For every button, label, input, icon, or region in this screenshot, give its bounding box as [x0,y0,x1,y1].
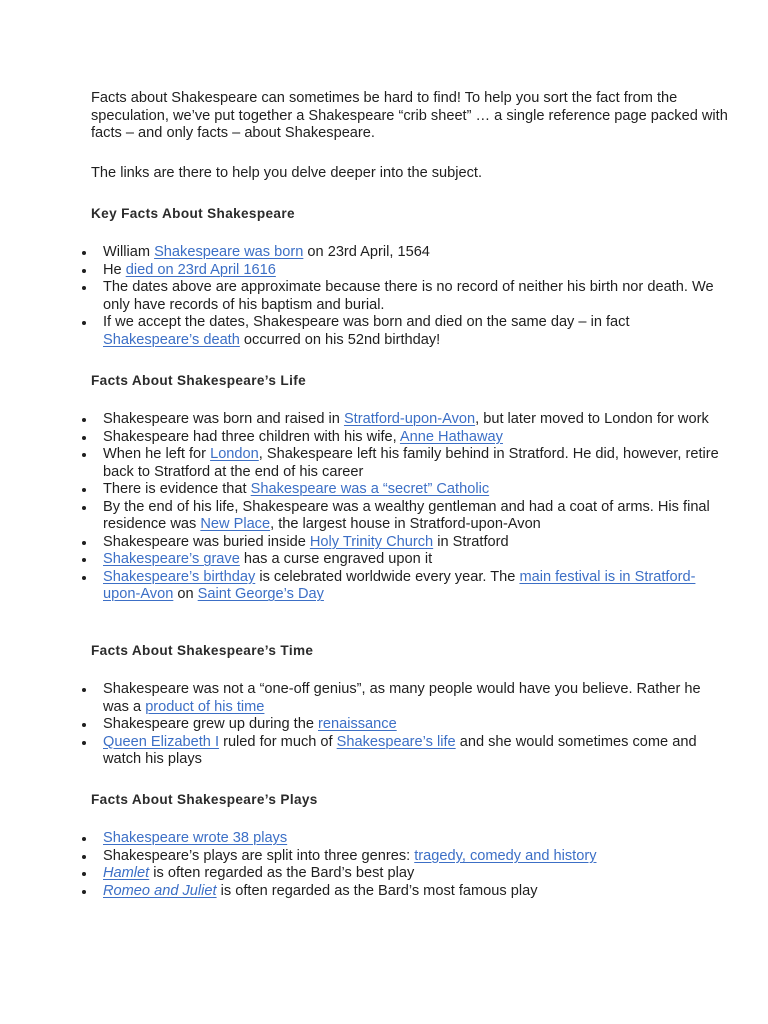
list-item: There is evidence that Shakespeare was a “secret” Catholic [103,481,728,499]
heading-life: Facts About Shakespeare’s Life [91,373,306,388]
list-item: Hamlet is often regarded as the Bard’s best play [103,865,728,883]
link-genres[interactable]: tragedy, comedy and history [414,847,597,864]
link-romeo-and-juliet[interactable]: Romeo and Juliet [103,882,217,899]
link-product-of-his-time[interactable]: product of his time [145,698,265,715]
heading-time: Facts About Shakespeare’s Time [91,643,314,658]
list-item: Shakespeare’s grave has a curse engraved upon it [103,551,728,569]
life-facts-list [103,411,728,604]
link-shakespeare-was-born[interactable]: Shakespeare was born [154,244,304,260]
link-stratford-upon-avon[interactable]: Stratford-upon-Avon [343,411,476,427]
link-secret-catholic[interactable]: Shakespeare was a “secret” Catholic [250,481,490,497]
time-facts-list [103,681,728,769]
heading-key-facts: Key Facts About Shakespeare [91,206,295,221]
link-shakespeares-life[interactable]: Shakespeare’s life [336,733,456,750]
list-item: Shakespeare was born and raised in Stratford-upon-Avon, but later moved to London for work [103,411,728,429]
link-38-plays[interactable]: Shakespeare wrote 38 plays [103,830,288,846]
link-new-place[interactable]: New Place [200,516,271,532]
intro-paragraph: Facts about Shakespeare can sometimes be hard to find! To help you sort the fact from the speculation, we’ve put together a Shakespeare “crib sheet” … a single reference page packed with facts – and only facts – about Shakespeare. [91,90,728,141]
intro-links-note: The links are there to help you delve deeper into the subject. [91,165,483,181]
link-died-1616[interactable]: died on 23rd April 1616 [125,261,276,278]
list-item: Shakespeare was buried inside Holy Trinity Church in Stratford [103,534,728,552]
link-main-festival[interactable]: main festival is in Stratford-upon-Avon [103,568,696,602]
link-hamlet[interactable]: Hamlet [103,865,150,881]
list-item: By the end of his life, Shakespeare was a wealthy gentleman and had a coat of arms. His final residence was New Place, the largest house in Stratford-upon-Avon [103,499,728,534]
plays-facts-list [103,830,728,900]
list-item: Shakespeare had three children with his wife, Anne Hathaway [103,429,728,447]
list-item: Shakespeare was not a “one-off genius”, as many people would have you believe. Rather he was a product of his time [103,681,728,716]
list-item [103,830,728,848]
link-london[interactable]: London [210,446,259,462]
list-item: Romeo and Juliet is often regarded as the Bard’s most famous play [103,883,728,901]
link-shakespeares-death[interactable]: Shakespeare’s death [103,331,240,348]
list-item: He died on 23rd April 1616 [103,262,728,280]
heading-plays: Facts About Shakespeare’s Plays [91,792,318,807]
key-facts-list [103,244,728,349]
list-item: If we accept the dates, Shakespeare was born and died on the same day – in fact Shakespeare’s death occurred on his 52nd birthday! [103,314,728,349]
list-item: William Shakespeare was born on 23rd April, 1564 [103,244,728,262]
link-shakespeares-birthday[interactable]: Shakespeare’s birthday [103,568,256,585]
link-shakespeares-grave[interactable]: Shakespeare’s grave [103,551,240,567]
link-holy-trinity-church[interactable]: Holy Trinity Church [309,533,434,550]
list-item: The dates above are approximate because there is no record of neither his birth nor death. We only have records of his baptism and burial. [103,279,728,314]
list-item: When he left for London, Shakespeare left his family behind in Stratford. He did, however, retire back to Stratford at the end of his career [103,446,728,481]
list-item: Queen Elizabeth I ruled for much of Shakespeare’s life and she would sometimes come and watch his plays [103,734,728,769]
link-anne-hathaway[interactable]: Anne Hathaway [399,428,503,445]
link-renaissance[interactable]: renaissance [318,716,397,732]
link-saint-georges-day[interactable]: Saint George’s Day [197,586,324,602]
list-item: Shakespeare’s plays are split into three genres: tragedy, comedy and history [103,848,728,866]
link-queen-elizabeth[interactable]: Queen Elizabeth I [103,733,220,750]
list-item: Shakespeare grew up during the renaissance [103,716,728,734]
list-item: Shakespeare’s birthday is celebrated worldwide every year. The main festival is in Stratford-upon-Avon on Saint George’s Day [103,569,728,604]
